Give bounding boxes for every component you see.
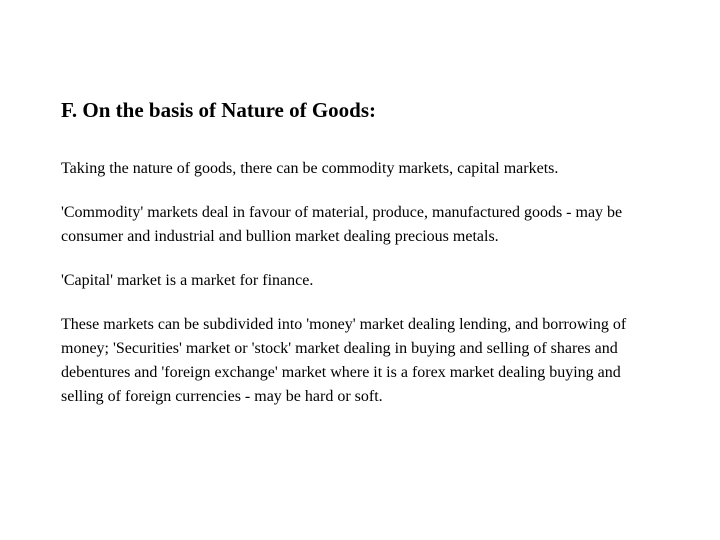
slide-heading: F. On the basis of Nature of Goods:: [61, 98, 377, 122]
paragraph-nature-of-goods: Taking the nature of goods, there can be commodity markets, capital markets.: [61, 160, 559, 177]
paragraph-commodity-markets: 'Commodity' markets deal in favour of material, produce, manufactured goods - may be consumer and industrial and bullion market dealing precious metals.: [61, 204, 623, 245]
slide-content: [61, 96, 661, 429]
paragraph-market-subdivisions: These markets can be subdivided into 'money' market dealing lending, and borrowing of money; 'Securities' market or 'stock' market dealing in buying and selling of shares and debentures and 'foreign exchange' market where it is a forex market dealing buying and selling of foreign currencies - may be hard or soft.: [61, 316, 627, 405]
paragraph-capital-market: 'Capital' market is a market for finance.: [61, 272, 314, 289]
